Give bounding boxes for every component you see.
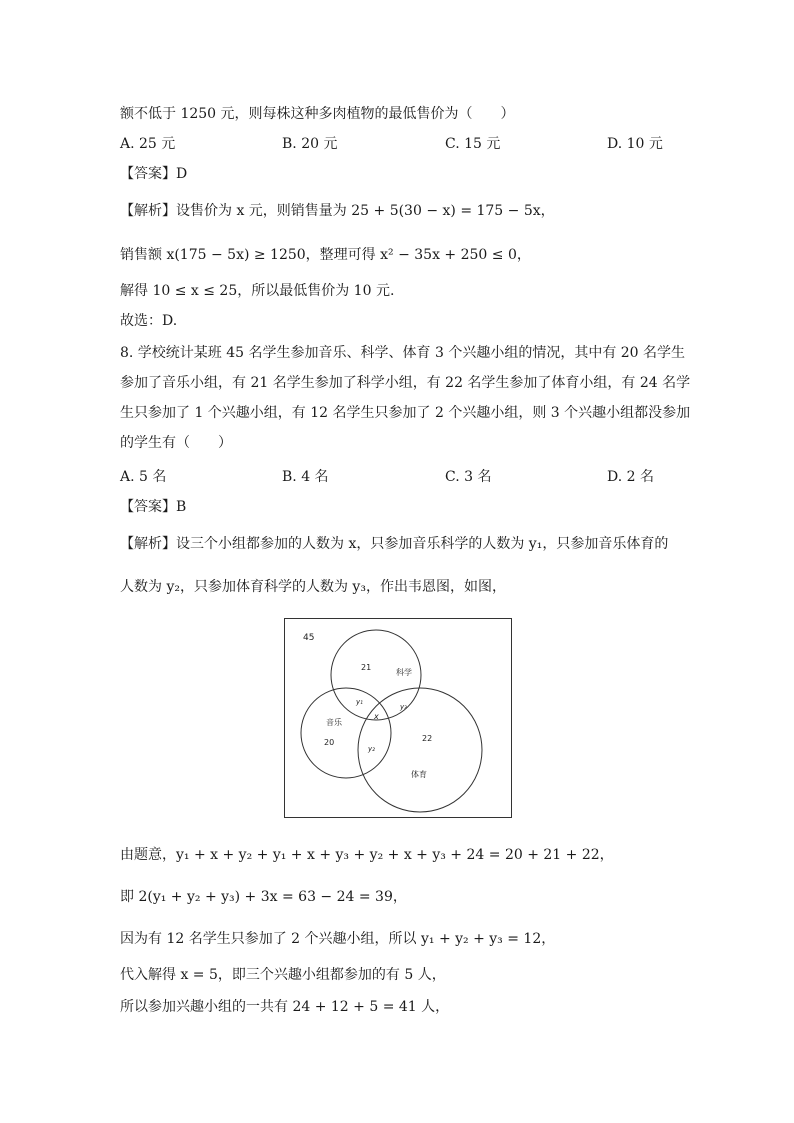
venn-y3-label: y₃ bbox=[400, 703, 407, 711]
venn-sport-circle bbox=[358, 688, 482, 812]
q8-option-d: D. 2 名 bbox=[607, 469, 654, 485]
venn-y1-label: y₁ bbox=[356, 698, 363, 706]
q8-analysis-line-2: 人数为 y₂，只参加体育科学的人数为 y₃，作出韦恩图，如图， bbox=[120, 579, 506, 595]
q8-stem-line-3: 生只参加了 1 个兴趣小组，有 12 名学生只参加了 2 个兴趣小组，则 3 个兴趣小组都没参加 bbox=[120, 405, 691, 421]
venn-sport-label: 体育 bbox=[411, 770, 427, 779]
q7-option-a: A. 25 元 bbox=[120, 136, 176, 152]
q8-stem-line-2: 参加了音乐小组，有 21 名学生参加了科学小组，有 22 名学生参加了体育小组，有 24 名学 bbox=[120, 375, 691, 391]
q7-stem-tail: 额不低于 1250 元，则每株这种多肉植物的最低售价为（ ） bbox=[120, 106, 515, 122]
q8-option-b: B. 4 名 bbox=[282, 469, 329, 485]
q7-option-c: C. 15 元 bbox=[445, 136, 501, 152]
q8-stem-line-4: 的学生有（ ） bbox=[120, 435, 232, 451]
venn-music-label: 音乐 bbox=[326, 718, 342, 727]
q8-option-c: C. 3 名 bbox=[445, 469, 492, 485]
venn-universe-box bbox=[285, 619, 512, 818]
q7-option-b: B. 20 元 bbox=[282, 136, 338, 152]
q8-equation-line-3: 因为有 12 名学生只参加了 2 个兴趣小组，所以 y₁ + y₂ + y₃ = 12， bbox=[120, 931, 556, 947]
q7-answer: 【答案】D bbox=[120, 166, 188, 182]
q8-analysis-line-1: 【解析】设三个小组都参加的人数为 x，只参加音乐科学的人数为 y₁，只参加音乐体育的 bbox=[120, 536, 669, 552]
venn-total-label: 45 bbox=[303, 633, 315, 643]
venn-science-label: 科学 bbox=[396, 668, 412, 677]
q7-conclusion: 故选：D. bbox=[120, 313, 178, 329]
venn-music-circle bbox=[301, 688, 391, 778]
q7-analysis-line-2: 销售额 x(175 − 5x) ≥ 1250，整理可得 x² − 35x + 250 ≤ 0， bbox=[120, 247, 531, 263]
q8-equation-line-4: 代入解得 x = 5，即三个兴趣小组都参加的有 5 人， bbox=[120, 967, 446, 983]
q7-analysis-line-1: 【解析】设售价为 x 元，则销售量为 25 + 5(30 − x) = 175 − 5x， bbox=[120, 203, 555, 219]
q8-equation-line-1: 由题意，y₁ + x + y₂ + y₁ + x + y₃ + y₂ + x + y₃ + 24 = 20 + 21 + 22， bbox=[120, 847, 614, 863]
venn-y2-label: y₂ bbox=[368, 745, 375, 753]
venn-x-label: x bbox=[374, 712, 379, 721]
venn-science-count: 21 bbox=[361, 663, 372, 672]
q8-option-a: A. 5 名 bbox=[120, 469, 167, 485]
q7-analysis-line-3: 解得 10 ≤ x ≤ 25，所以最低售价为 10 元. bbox=[120, 283, 395, 299]
q8-equation-line-5: 所以参加兴趣小组的一共有 24 + 12 + 5 = 41 人， bbox=[120, 999, 450, 1015]
q7-option-d: D. 10 元 bbox=[607, 136, 663, 152]
q8-answer: 【答案】B bbox=[120, 499, 187, 515]
venn-music-count: 20 bbox=[324, 738, 335, 747]
venn-sport-count: 22 bbox=[422, 734, 433, 743]
q8-stem-line-1: 8. 学校统计某班 45 名学生参加音乐、科学、体育 3 个兴趣小组的情况，其中有 20 名学生 bbox=[120, 345, 686, 361]
venn-diagram bbox=[284, 618, 512, 818]
q8-equation-line-2: 即 2(y₁ + y₂ + y₃) + 3x = 63 − 24 = 39， bbox=[120, 889, 407, 905]
